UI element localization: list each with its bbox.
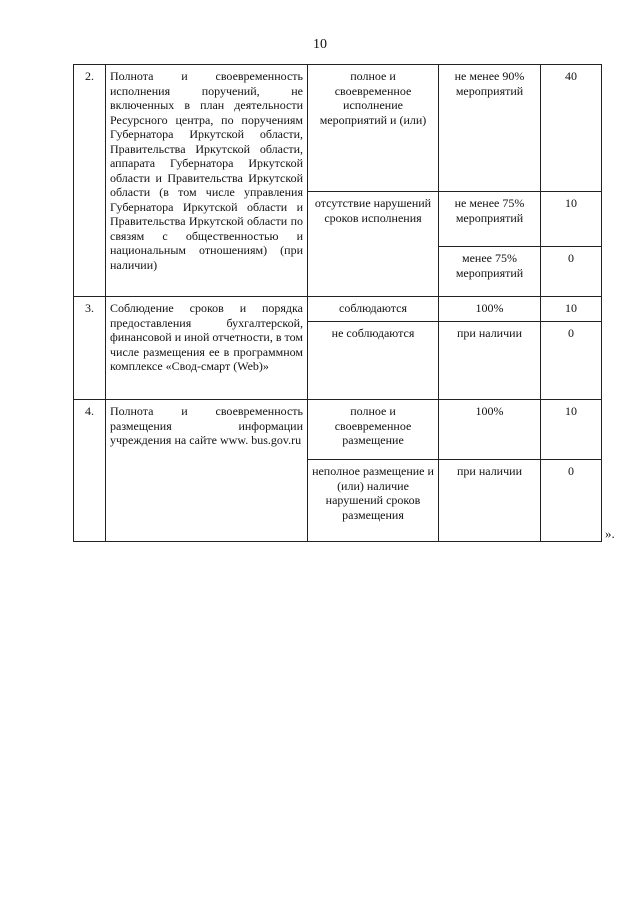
condition-cell: не соблюдаются — [308, 322, 439, 400]
condition-cell: неполное размещение и (или) наличие нарушений сроков размещения — [308, 460, 439, 542]
condition-cell: полное и своевременное размещение — [308, 400, 439, 460]
table-row — [74, 65, 602, 192]
page-number: 10 — [313, 37, 327, 52]
level-cell: при наличии — [439, 460, 541, 542]
level-cell: не менее 75% мероприятий — [439, 192, 541, 247]
condition-cell: полное и своевременное исполнение мероприятий и (или) — [308, 65, 439, 192]
score-cell: 40 — [541, 65, 602, 192]
table-row — [74, 400, 602, 460]
table-row — [74, 297, 602, 322]
level-cell: не менее 90% мероприятий — [439, 65, 541, 192]
row-number: 3. — [74, 297, 106, 400]
level-cell: менее 75% мероприятий — [439, 247, 541, 297]
condition-cell: соблюдаются — [308, 297, 439, 322]
criterion-description: Соблюдение сроков и порядка предоставления бухгалтерской, финансовой и иной отчетности, в том числе размещения ее в программном комплексе «Свод-смарт (Web)» — [106, 297, 308, 400]
level-cell: при наличии — [439, 322, 541, 400]
criterion-description: Полнота и своевременность исполнения поручений, не включенных в план деятельности Ресурсного центра, по поручениям Губернатора Иркутской области, Правительства Иркутской области, аппарата Губернатора Иркутской области и Правительства Иркутской области (в том числе управления Губернатора Иркутской области и Правительства Иркутской области по связям с общественностью и национальным отношениям) (при наличии) — [106, 65, 308, 297]
closing-quote-mark: ». — [605, 526, 615, 541]
score-cell: 0 — [541, 247, 602, 297]
row-number: 2. — [74, 65, 106, 297]
score-cell: 10 — [541, 297, 602, 322]
score-cell: 0 — [541, 460, 602, 542]
score-cell: 10 — [541, 400, 602, 460]
score-cell: 10 — [541, 192, 602, 247]
condition-cell: отсутствие нарушений сроков исполнения — [308, 192, 439, 297]
criteria-table — [73, 64, 602, 542]
row-number: 4. — [74, 400, 106, 542]
level-cell: 100% — [439, 297, 541, 322]
score-cell: 0 — [541, 322, 602, 400]
level-cell: 100% — [439, 400, 541, 460]
criterion-description: Полнота и своевременность размещения информации учреждения на сайте www. bus.gov.ru — [106, 400, 308, 542]
